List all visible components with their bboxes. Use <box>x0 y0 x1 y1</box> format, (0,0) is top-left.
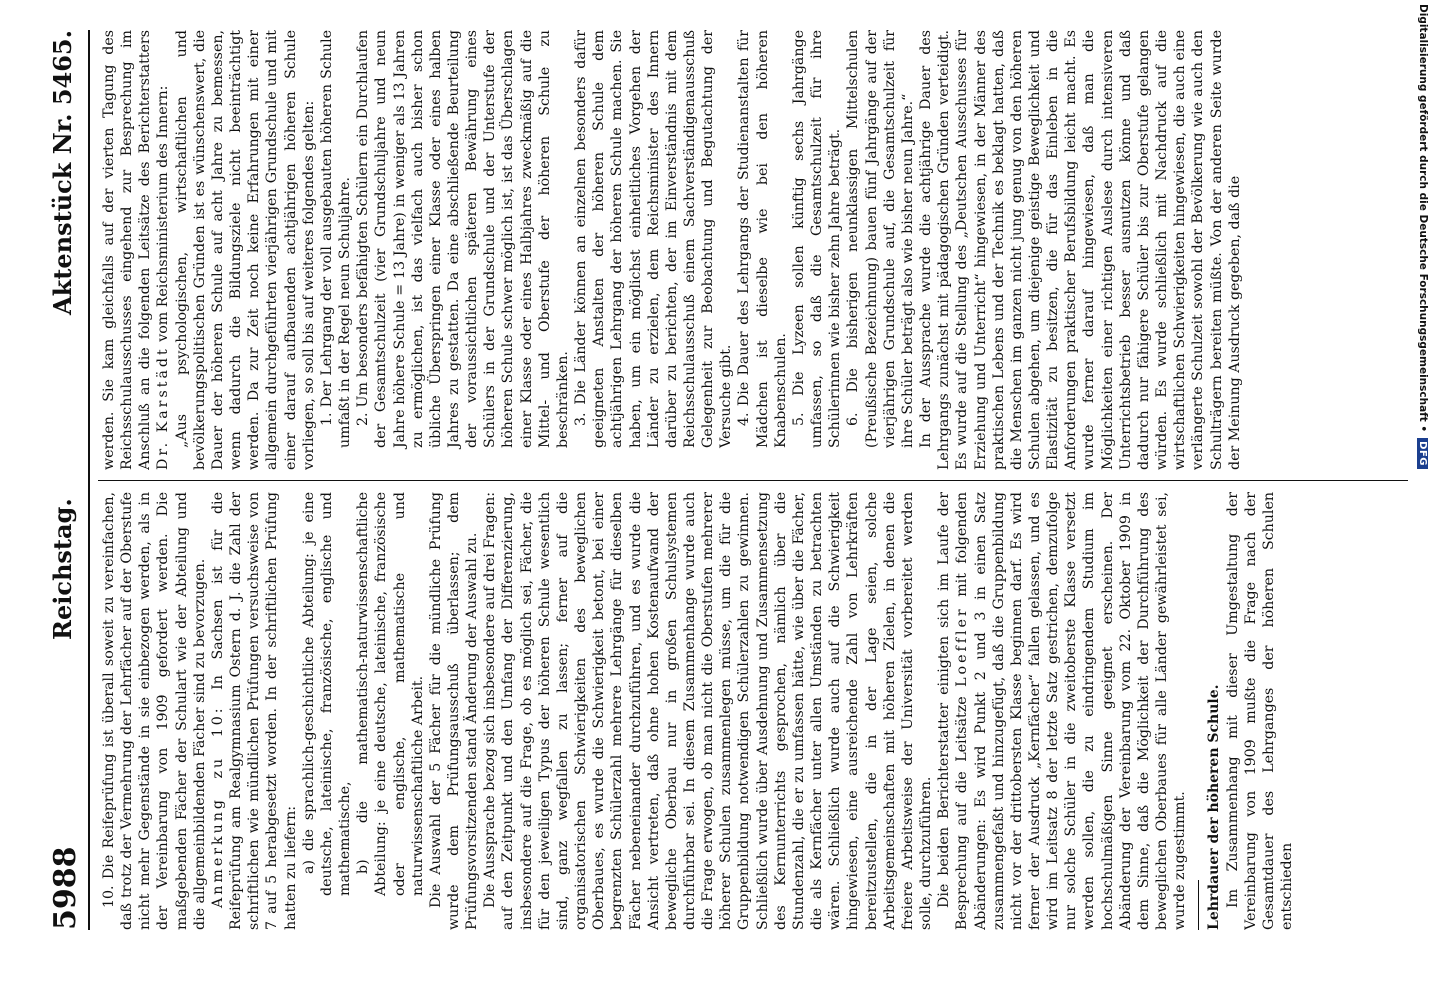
paragraph: Im Zusammenhang mit dieser Umgestaltung der Vereinbarung von 1909 mußte die Frage nach der Gesamtdauer des Lehrganges der höheren Schulen entschieden <box>1224 492 1295 930</box>
paragraph: Die Auswahl der 5 Fächer für die mündliche Prüfung wurde dem Prüfungsausschuß überlassen; dem Prüfungsvorsitzenden stand Änderung der Auswahl zu. <box>427 492 481 930</box>
paragraph-text: werden. Sie kam gleichfalls auf der vierten Tagung des Reichsschulausschusses eingehend zur Besprechung im Anschluß an die folgenden Leitsätze des Berichterstatters <box>101 30 154 470</box>
header-rule <box>88 30 90 930</box>
guideline-item: 5. Die Lyzeen sollen künftig sechs Jahrgänge umfassen, so daß die Gesamtschulzeit für ihre Schülerinnen wie bisher zehn Jahre beträgt. <box>790 30 844 448</box>
running-head <box>46 30 86 930</box>
guideline-item: 3. Die Länder können an einzelnen besonders dafür geeigneten Anstalten der höheren Schule dem achtjährigen Lehrgang der höheren Schule machen. Sie haben, um ein möglichst einheitliches Vorgehen der Länder zu erzielen, dem Reichsminister des Innern darüber zu berichten, der im Einverständnis mit dem Reichsschulausschuß einem Sachverständigenausschuß Gelegenheit zur Beobachtung und Begutachtung der Versuche gibt. <box>573 30 735 448</box>
list-item: b) die mathematisch-naturwissenschaftliche Abteilung: je eine deutsche, lateinische, französische oder englische, mathematische und naturwissenschaftliche Arbeit. <box>355 492 426 896</box>
paragraph: Die Aussprache bezog sich insbesondere auf drei Fragen: auf den Zeitpunkt und den Umfang der Differenzierung, insbesondere auf die Frage, ob es möglich sei, Fächer, die für den jeweiligen Typus der höheren Schule wesentlich sind, ganz wegfallen zu lassen; ferner auf die organisatorischen Schwierigkeiten des beweglichen Oberbaues, es wurde die Schwierigkeit betont, bei einer begrenzten Schülerzahl mehrere Lehrgänge für dieselben Fächer nebeneinander durchzuführen, und es wurde die Ansicht vertreten, daß ohne hohen Kostenaufwand der bewegliche Oberbau nur in großen Schulsystemen durchführbar sei. In diesem Zusammenhange wurde auch die Frage erwogen, ob man nicht die Oberstufen mehrerer höherer Schulen zusammenlegen müsse, um die für die Gruppenbildung notwendigen Schülerzahlen zu gewinnen. Schließlich wurde über Ausdehnung und Zusammensetzung des Kernunterrichts gesprochen, nämlich über die Stundenzahl, die er zu umfassen hätte, wie über die Fächer, die als Kernfächer unter allen Umständen zu betrachten wären. Schließlich wurde auch auf die Schwierigkeit hingewiesen, eine ausreichende Zahl von Lehrkräften bereitzustellen, die in der Lage seien, solche Arbeitsgemeinschaften mit höheren Zielen, in denen die freiere Arbeitsweise der Universität vorbereitet werden solle, durchzuführen. <box>482 492 935 930</box>
paragraph-text: Die beiden Berichterstatter einigten sich im Laufe der Besprechung auf die Leitsätze <box>936 492 971 930</box>
credit-text: Digitalisierung gefördert durch die Deutsche Forschungsgemeinschaft • <box>1417 4 1429 433</box>
page-number: 5988 <box>48 846 83 930</box>
note-text: In Sachsen ist für die Reifeprüfung am Realgymnasium Ostern d. J. die Zahl der schriftlichen wie mündlichen Prüfungen versuchsweise von 7 auf 5 herabgesetzt worden. In der schriftlichen Prüfung hatten zu liefern: <box>209 492 299 930</box>
guideline-item: 2. Um besonders befähigten Schülern ein Durchlaufen der Gesamtschulzeit (vier Grundschuljahre und neun Jahre höhere Schule = 13 Jahre) in weniger als 13 Jahren zu ermöglichen, ist das vielfach auch bisher schon übliche Überspringen einer Klasse oder eines halben Jahres zu gestatten. Da eine abschließende Beurteilung der voraussichtlichen späteren Bewährung eines Schülers in der Grundschule und der Unterstufe der höheren Schule schwer möglich ist, ist das Überschlagen einer Klasse oder eines Halbjahres zweckmäßig auf die Mittel- und Oberstufe der höheren Schule zu beschränken. <box>355 30 571 448</box>
list-item: a) die sprachlich-geschichtliche Abteilung: je eine deutsche, lateinische, französische, englische und mathematische, <box>300 492 354 896</box>
section-heading: Lehrdauer der höheren Schule. <box>1206 684 1223 930</box>
guideline-item: 1. Der Lehrgang der voll ausgebauten höheren Schule umfaßt in der Regel neun Schuljahre. <box>318 30 354 448</box>
guideline-list <box>318 30 917 470</box>
note-label: Anmerkung zu 10: <box>209 705 226 908</box>
right-column <box>100 30 1406 470</box>
dfg-logo: DFG <box>1418 438 1429 469</box>
paragraph <box>100 30 173 470</box>
document-number: Aktenstück Nr. 5465. <box>48 30 77 315</box>
guideline-item: 4. Die Dauer des Lehrgangs der Studienanstalten für Mädchen ist dieselbe wie bei den höheren Knabenschulen. <box>736 30 789 448</box>
paragraph-text: vom Reichsministerium des Innern: <box>155 85 172 347</box>
paragraph: 10. Die Reifeprüfung ist überall soweit zu vereinfachen, daß trotz der Vermehrung der Lehrfächer auf der Oberstufe nicht mehr Gegenstände in sie einbezogen werden, als in der Vereinbarung von 1909 gefordert werden. Die maßgebenden Fächer der Schulart wie der Abteilung und die allgemeinbildenden Fächer sind zu bevorzugen. <box>101 492 208 930</box>
quote-paragraph: „Aus psychologischen, wirtschaftlichen und bevölkerungspolitischen Gründen ist es wünschenswert, die Dauer der höheren Schule auf acht Jahre zu bemessen, wenn dadurch die Bildungsziele nicht beeinträchtigt werden. Da zur Zeit noch keine Erfahrungen mit einer allgemein durchgeführten vierjährigen Grundschule und mit einer darauf aufbauenden achtjährigen höheren Schule vorliegen, so soll bis auf weiteres folgendes gelten: <box>173 30 317 470</box>
paragraph: In der Aussprache wurde die achtjährige Dauer des Lehrgangs zunächst mit pädagogischen Gründen verteidigt. Es wurde auf die Stellung des „Deutschen Ausschusses für Erziehung und Unterricht“ hingewiesen, in der Männer des praktischen Lebens und der Technik es beklagt hatten, daß die Menschen im ganzen nicht jung genug von den höheren Schulen abgehen, um diejenige geistige Beweglichkeit und Elastizität zu besitzen, die für das Einleben in die Anforderungen praktischer Berufsbildung leicht macht. Es wurde ferner darauf hingewiesen, daß man die Möglichkeiten einer richtigen Auslese durch intensiveren Unterrichtsbetrieb besser ausnutzen könne und daß dadurch nur fähigere Schüler bis zur Oberstufe gelangen würden. Es wurde schließlich mit Nachdruck auf die wirtschaftlichen Schwierigkeiten hingewiesen, die auch eine verlängerte Schulzeit sowohl der Bevölkerung wie auch den Schulträgern bereiten müßte. Von der anderen Seite wurde der Meinung Ausdruck gegeben, daß die <box>918 30 1243 470</box>
paragraph <box>935 492 1189 930</box>
paragraph <box>209 492 300 930</box>
digitization-credit <box>1416 4 1432 1000</box>
section-rule <box>1198 880 1199 930</box>
paragraph-text: mit folgenden Abänderungen: Es wird Punkt 2 und 3 in einen Satz zusammengefaßt und hinzugefügt, daß die Gruppenbildung nicht vor der drittobersten Klasse beginnen darf. Es wird ferner der Ausdruck „Kernfächer“ fallen gelassen, und es wird im Leitsatz 8 der letzte Satz gestrichen, demzufolge nur solche Schüler in die zweitoberste Klasse versetzt werden sollen, die zu eindringendem Studium im hochschulmäßigen Sinne geeignet erscheinen. Der Abänderung der Vereinbarung vom 22. Oktober 1909 in dem Sinne, daß die Möglichkeit der Durchführung des beweglichen Oberbaues für alle Länder gewährleistet sei, wurde zugestimmt. <box>954 492 1189 930</box>
running-head-title: Reichstag. <box>48 498 77 640</box>
person-name: Dr. Karstädt <box>155 346 172 470</box>
left-column <box>100 492 1406 930</box>
document-page <box>42 20 1422 940</box>
guideline-item: 6. Die bisherigen neunklassigen Mittelschulen (Preußische Bezeichnung) bauen fünf Jahrgänge auf der vierjährigen Grundschule auf, die Gesamtschulzeit für ihre Schüler beträgt also wie bisher neun Jahre.“ <box>845 30 916 448</box>
person-name: Loeffler <box>954 606 971 687</box>
column-divider <box>98 480 1408 481</box>
